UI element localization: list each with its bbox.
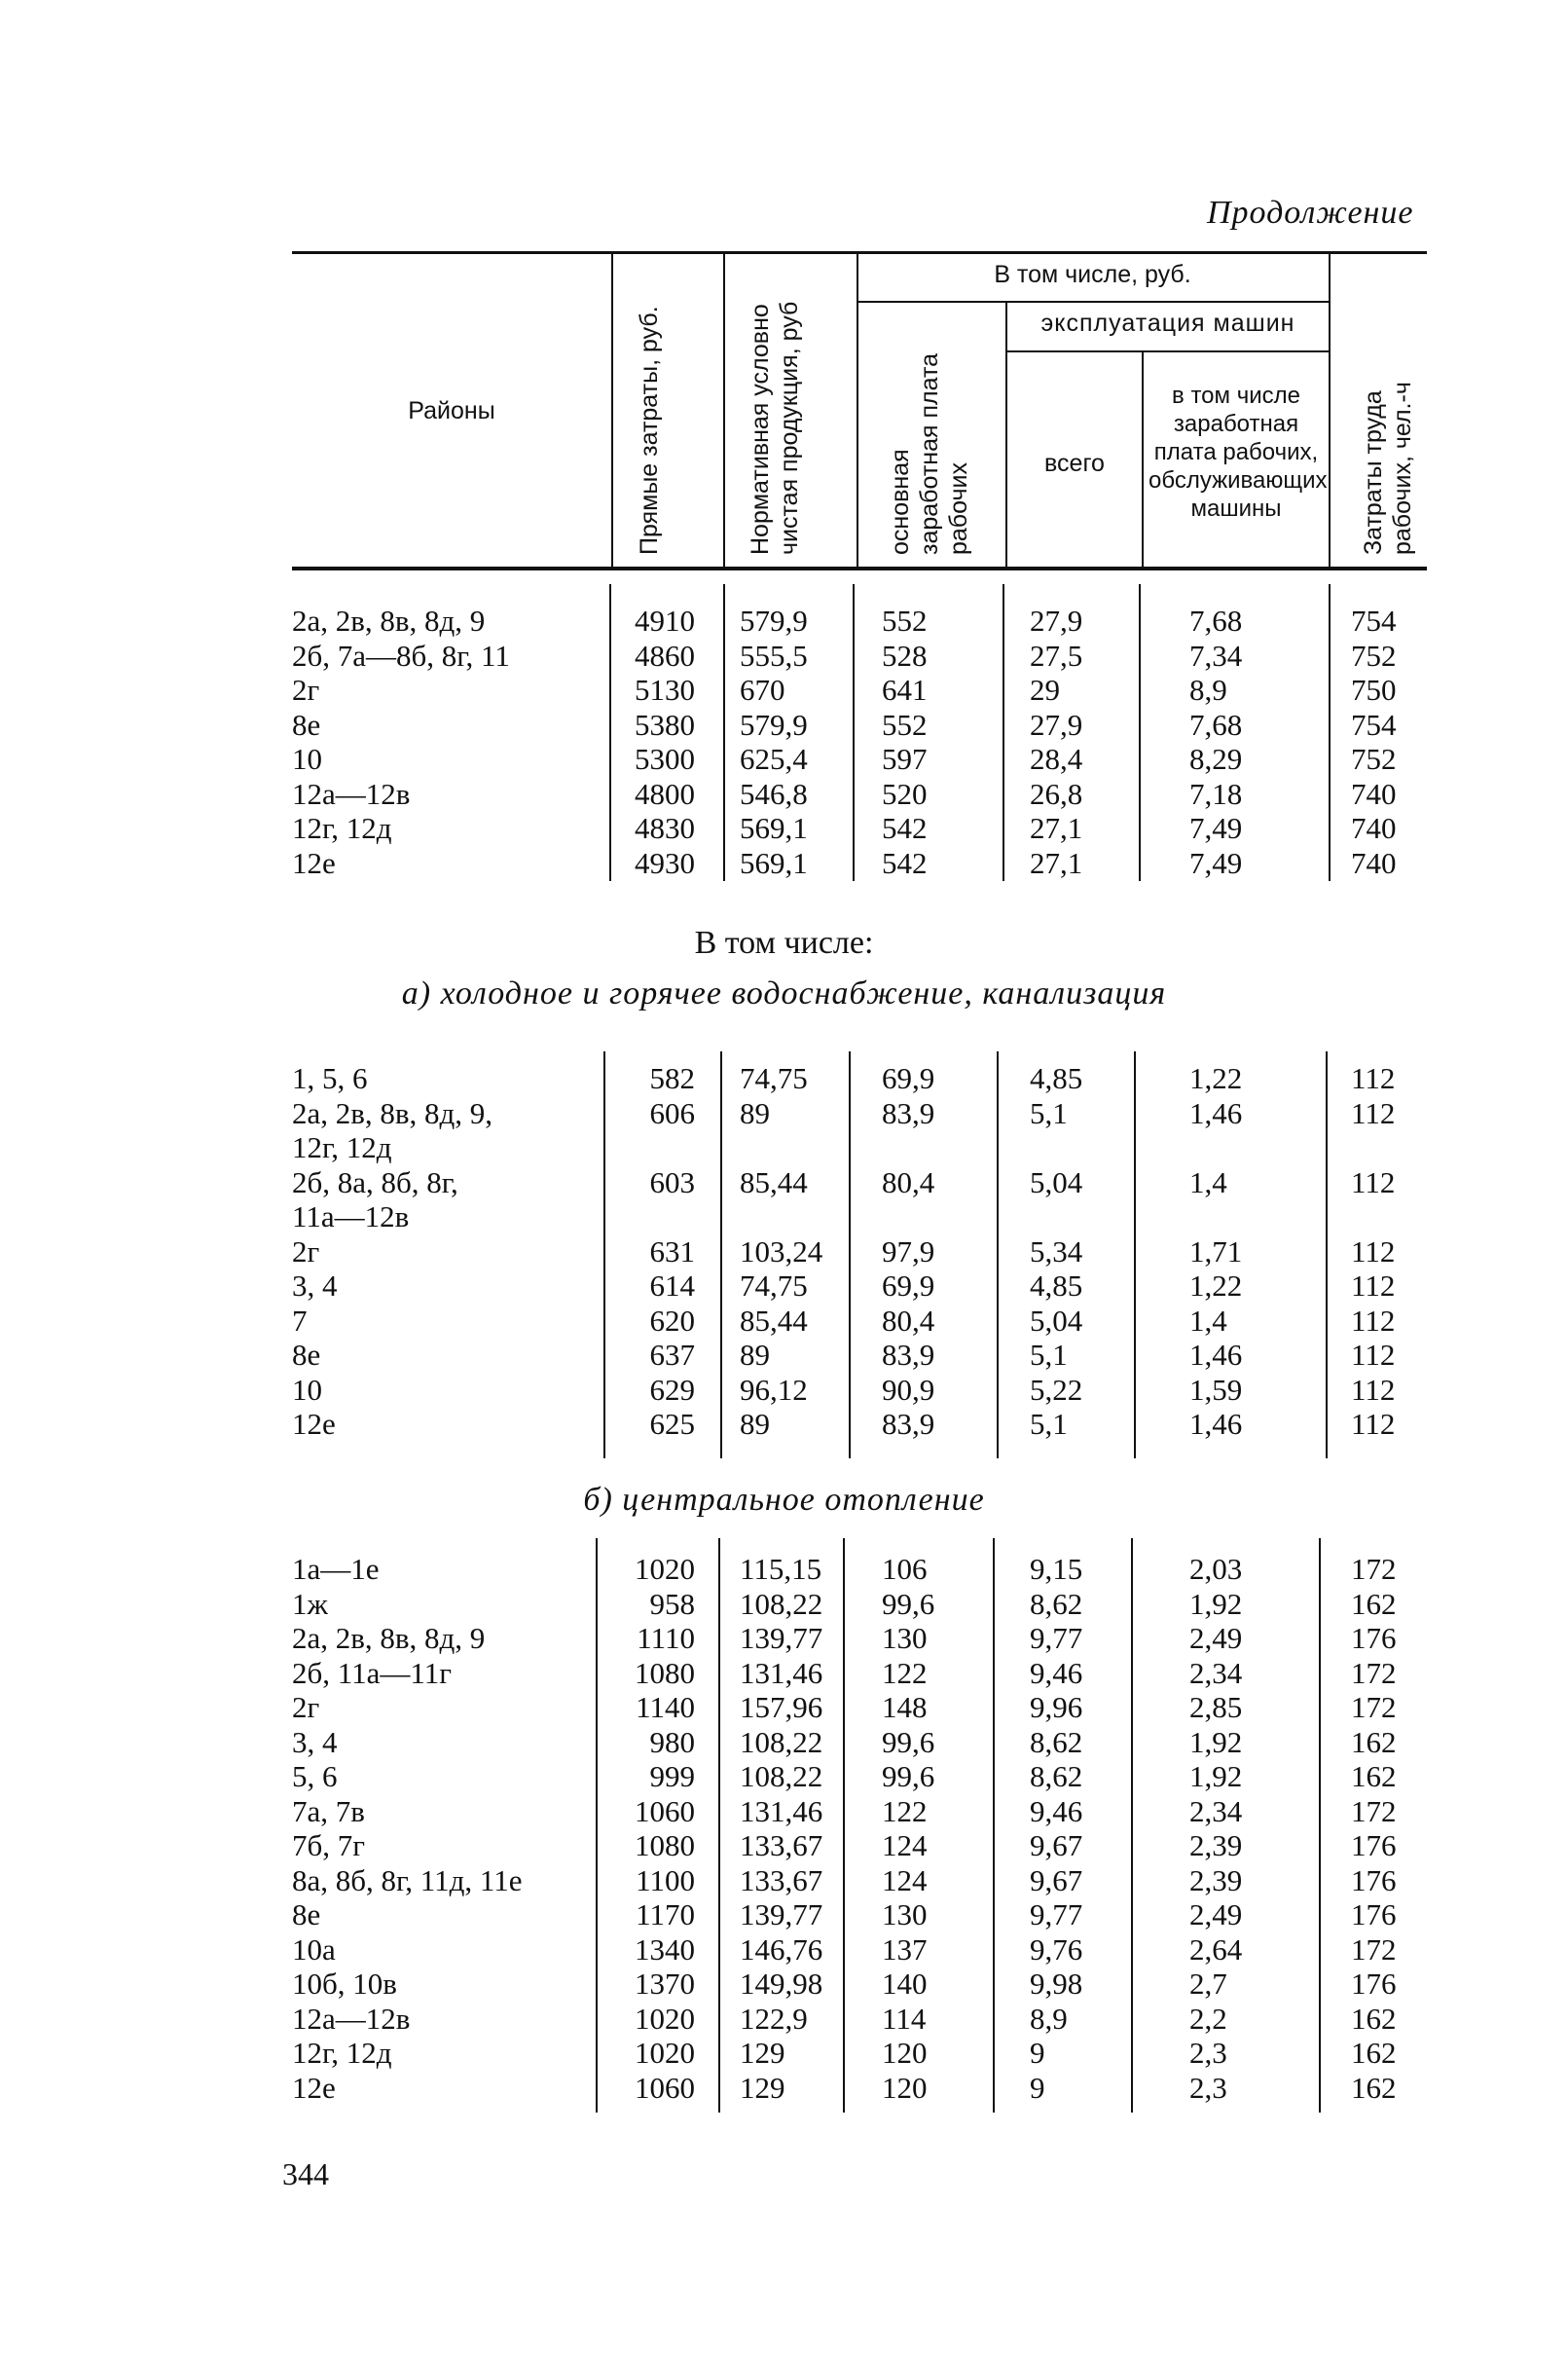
machine-total-cell: 9,46: [1030, 1655, 1083, 1690]
region-cell: 1, 5, 6: [292, 1061, 368, 1095]
including-group-rule: [857, 301, 1329, 303]
machine-wage-cell: 1,71: [1189, 1233, 1243, 1268]
header-labor-costs-text: Затраты труда рабочих, чел.-ч: [1360, 382, 1416, 555]
base-wage-cell: 69,9: [882, 1268, 935, 1303]
direct-costs-cell: 4860: [635, 638, 695, 673]
base-wage-cell: 542: [882, 845, 928, 880]
table-row: [0, 1656, 1568, 1690]
region-cell: 7а, 7в: [292, 1793, 365, 1828]
base-wage-cell: 130: [882, 1621, 928, 1655]
base-wage-cell: 97,9: [882, 1233, 935, 1268]
labor-costs-cell: 176: [1351, 1862, 1397, 1897]
machine-wage-cell: 2,3: [1189, 2036, 1227, 2070]
table-row: [0, 742, 1568, 776]
table-row: [0, 1967, 1568, 2001]
machine-total-cell: 9,15: [1030, 1552, 1083, 1586]
direct-costs-cell: 582: [649, 1061, 695, 1095]
table-row: [0, 604, 1568, 638]
labor-costs-cell: 112: [1351, 1268, 1396, 1303]
normative-product-cell: 103,24: [740, 1233, 823, 1268]
machine-wage-cell: 1,92: [1189, 1586, 1243, 1621]
labor-costs-cell: 172: [1351, 1690, 1397, 1724]
base-wage-cell: 83,9: [882, 1338, 935, 1372]
base-wage-cell: 528: [882, 638, 928, 673]
direct-costs-cell: 4930: [635, 845, 695, 880]
machine-group-rule: [1005, 350, 1329, 352]
labor-costs-cell: 112: [1351, 1061, 1396, 1095]
normative-product-cell: 133,67: [740, 1862, 823, 1897]
machine-wage-cell: 2,34: [1189, 1793, 1243, 1828]
table-row: [0, 1897, 1568, 1931]
machine-wage-cell: 8,9: [1189, 673, 1227, 707]
direct-costs-cell: 1060: [635, 1793, 695, 1828]
region-cell: 7б, 7г: [292, 1828, 365, 1862]
direct-costs-cell: 1100: [636, 1862, 695, 1897]
direct-costs-cell: 1140: [636, 1690, 695, 1724]
normative-product-cell: 129: [740, 2036, 785, 2070]
direct-costs-cell: 637: [649, 1338, 695, 1372]
table-row: [0, 1932, 1568, 1967]
labor-costs-cell: 740: [1351, 776, 1397, 811]
machine-wage-cell: 2,7: [1189, 1967, 1227, 2001]
header-normative-product-text: Нормативная условно чистая продукция, руб: [747, 301, 803, 555]
table-row: [0, 1621, 1568, 1655]
normative-product-cell: 555,5: [740, 638, 808, 673]
direct-costs-cell: 4830: [635, 811, 695, 845]
header-including-group: В том числе, руб.: [994, 261, 1191, 288]
machine-wage-cell: 1,4: [1189, 1164, 1227, 1199]
machine-total-cell: 27,9: [1030, 707, 1083, 742]
base-wage-cell: 148: [882, 1690, 928, 1724]
machine-wage-cell: 7,49: [1189, 845, 1243, 880]
base-wage-cell: 69,9: [882, 1061, 935, 1095]
labor-costs-cell: 172: [1351, 1793, 1397, 1828]
header-machine-operation: эксплуатация машин: [1040, 310, 1295, 337]
base-wage-cell: 542: [882, 811, 928, 845]
machine-total-cell: 26,8: [1030, 776, 1083, 811]
direct-costs-cell: 1080: [635, 1828, 695, 1862]
machine-total-cell: 4,85: [1030, 1061, 1083, 1095]
normative-product-cell: 89: [740, 1407, 770, 1441]
labor-costs-cell: 750: [1351, 673, 1397, 707]
normative-product-cell: 569,1: [740, 811, 808, 845]
normative-product-cell: 139,77: [740, 1897, 823, 1931]
normative-product-cell: 89: [740, 1095, 770, 1130]
region-cell: 8е: [292, 707, 321, 742]
labor-costs-cell: 172: [1351, 1552, 1397, 1586]
labor-costs-cell: 176: [1351, 1621, 1397, 1655]
base-wage-cell: 114: [882, 2001, 927, 2036]
region-cell: 2а, 2в, 8в, 8д, 9: [292, 1621, 486, 1655]
table-row: [0, 708, 1568, 742]
table-row: [0, 1725, 1568, 1759]
region-cell: 2б, 11а—11г: [292, 1655, 452, 1690]
direct-costs-cell: 629: [649, 1372, 695, 1407]
table-row: [0, 1863, 1568, 1897]
labor-costs-cell: 112: [1351, 1095, 1396, 1130]
labor-costs-cell: 112: [1351, 1338, 1396, 1372]
base-wage-cell: 520: [882, 776, 928, 811]
labor-costs-cell: 740: [1351, 845, 1397, 880]
header-vline-4: [1005, 302, 1007, 567]
header-top-rule: [292, 251, 1427, 254]
region-cell: 2г: [292, 1690, 320, 1724]
machine-wage-cell: 7,18: [1189, 776, 1243, 811]
table-row: [0, 673, 1568, 707]
base-wage-cell: 120: [882, 2070, 928, 2105]
labor-costs-cell: 172: [1351, 1655, 1397, 1690]
base-wage-cell: 140: [882, 1967, 928, 2001]
header-regions: Районы: [408, 397, 495, 424]
machine-wage-cell: 2,64: [1189, 1931, 1243, 1967]
direct-costs-cell: 606: [649, 1095, 695, 1130]
normative-product-cell: 625,4: [740, 742, 808, 776]
labor-costs-cell: 754: [1351, 604, 1397, 638]
normative-product-cell: 131,46: [740, 1655, 823, 1690]
region-cell: 2б, 7а—8б, 8г, 11: [292, 638, 510, 673]
header-machine-wage: в том числе заработная плата рабочих, обслуживающих машины: [1149, 383, 1328, 522]
normative-product-cell: 74,75: [740, 1268, 808, 1303]
normative-product-cell: 146,76: [740, 1931, 823, 1967]
direct-costs-cell: 999: [649, 1759, 695, 1793]
header-vline-6: [1329, 253, 1331, 567]
machine-total-cell: 4,85: [1030, 1268, 1083, 1303]
machine-wage-cell: 2,03: [1189, 1552, 1243, 1586]
direct-costs-cell: 4800: [635, 776, 695, 811]
table-row: [0, 1552, 1568, 1586]
table-row: [0, 811, 1568, 845]
machine-total-cell: 5,1: [1030, 1407, 1068, 1441]
normative-product-cell: 579,9: [740, 707, 808, 742]
normative-product-cell: 85,44: [740, 1303, 808, 1338]
base-wage-cell: 83,9: [882, 1095, 935, 1130]
region-cell: 2а, 2в, 8в, 8д, 9: [292, 604, 486, 638]
base-wage-cell: 99,6: [882, 1586, 935, 1621]
region-cell: 8е: [292, 1338, 321, 1372]
machine-wage-cell: 7,68: [1189, 604, 1243, 638]
base-wage-cell: 106: [882, 1552, 928, 1586]
labor-costs-cell: 740: [1351, 811, 1397, 845]
machine-total-cell: 27,9: [1030, 604, 1083, 638]
machine-wage-cell: 2,39: [1189, 1828, 1243, 1862]
normative-product-cell: 131,46: [740, 1793, 823, 1828]
machine-total-cell: 28,4: [1030, 742, 1083, 776]
region-cell: 3, 4: [292, 1268, 338, 1303]
machine-total-cell: 9,46: [1030, 1793, 1083, 1828]
machine-total-cell: 9,77: [1030, 1897, 1083, 1931]
normative-product-cell: 74,75: [740, 1061, 808, 1095]
direct-costs-cell: 1110: [637, 1621, 695, 1655]
machine-wage-cell: 7,68: [1189, 707, 1243, 742]
machine-total-cell: 9,67: [1030, 1828, 1083, 1862]
table-row: [0, 1199, 1568, 1233]
machine-total-cell: 29: [1030, 673, 1060, 707]
direct-costs-cell: 4910: [635, 604, 695, 638]
normative-product-cell: 133,67: [740, 1828, 823, 1862]
region-cell: 10б, 10в: [292, 1967, 397, 2001]
direct-costs-cell: 958: [649, 1586, 695, 1621]
machine-total-cell: 27,1: [1030, 845, 1083, 880]
machine-total-cell: 5,34: [1030, 1233, 1083, 1268]
table-row: [0, 1234, 1568, 1268]
direct-costs-cell: 1020: [635, 2001, 695, 2036]
table-row: [0, 1096, 1568, 1130]
machine-wage-cell: 7,34: [1189, 638, 1243, 673]
region-cell: 10: [292, 1372, 322, 1407]
table-row: [0, 777, 1568, 811]
machine-wage-cell: 1,59: [1189, 1372, 1243, 1407]
machine-total-cell: 5,1: [1030, 1338, 1068, 1372]
region-cell: 12г, 12д: [292, 811, 392, 845]
normative-product-cell: 129: [740, 2070, 785, 2105]
base-wage-cell: 83,9: [882, 1407, 935, 1441]
table-row: [0, 1061, 1568, 1095]
region-cell: 2г: [292, 673, 320, 707]
labor-costs-cell: 112: [1351, 1303, 1396, 1338]
labor-costs-cell: 176: [1351, 1897, 1397, 1931]
labor-costs-cell: 112: [1351, 1407, 1396, 1441]
table-row: [0, 1587, 1568, 1621]
machine-total-cell: 9: [1030, 2036, 1045, 2070]
table-row: [0, 846, 1568, 880]
labor-costs-cell: 176: [1351, 1967, 1397, 2001]
table-row: [0, 1338, 1568, 1372]
normative-product-cell: 108,22: [740, 1586, 823, 1621]
header-direct-costs-text: Прямые затраты, руб.: [636, 306, 663, 555]
machine-total-cell: 8,62: [1030, 1724, 1083, 1759]
header-machine-total: всего: [1044, 450, 1105, 477]
normative-product-cell: 670: [740, 673, 785, 707]
base-wage-cell: 99,6: [882, 1724, 935, 1759]
direct-costs-cell: 620: [649, 1303, 695, 1338]
table-row: [0, 1165, 1568, 1199]
normative-product-cell: 108,22: [740, 1759, 823, 1793]
region-cell: 12г, 12д: [292, 2036, 392, 2070]
normative-product-cell: 85,44: [740, 1164, 808, 1199]
base-wage-cell: 90,9: [882, 1372, 935, 1407]
direct-costs-cell: 1370: [635, 1967, 695, 2001]
machine-wage-cell: 2,49: [1189, 1897, 1243, 1931]
region-cell: 12е: [292, 2070, 336, 2105]
header-vline-5: [1142, 352, 1144, 567]
direct-costs-cell: 5300: [635, 742, 695, 776]
normative-product-cell: 157,96: [740, 1690, 823, 1724]
base-wage-cell: 137: [882, 1931, 928, 1967]
header-direct-costs: [635, 273, 664, 555]
machine-wage-cell: 1,46: [1189, 1338, 1243, 1372]
region-cell: 12е: [292, 845, 336, 880]
direct-costs-cell: 980: [649, 1724, 695, 1759]
section-a-title: а) холодное и горячее водоснабжение, канализация: [401, 975, 1167, 1011]
direct-costs-cell: 631: [649, 1233, 695, 1268]
base-wage-cell: 80,4: [882, 1164, 935, 1199]
machine-total-cell: 9,76: [1030, 1931, 1083, 1967]
base-wage-cell: 641: [882, 673, 928, 707]
machine-total-cell: 5,22: [1030, 1372, 1083, 1407]
region-cell: 11а—12в: [292, 1199, 410, 1233]
region-cell: 7: [292, 1303, 308, 1338]
base-wage-cell: 80,4: [882, 1303, 935, 1338]
region-cell: 2г: [292, 1233, 320, 1268]
region-cell: 10а: [292, 1931, 336, 1967]
machine-total-cell: 5,1: [1030, 1095, 1068, 1130]
normative-product-cell: 108,22: [740, 1724, 823, 1759]
direct-costs-cell: 625: [649, 1407, 695, 1441]
table-row: [0, 1373, 1568, 1407]
direct-costs-cell: 5380: [635, 707, 695, 742]
direct-costs-cell: 1340: [635, 1931, 695, 1967]
table-row: [0, 1268, 1568, 1303]
table-row: [0, 1304, 1568, 1338]
labor-costs-cell: 752: [1351, 638, 1397, 673]
table-row: [0, 1794, 1568, 1828]
base-wage-cell: 124: [882, 1862, 928, 1897]
labor-costs-cell: 112: [1351, 1164, 1396, 1199]
header-bottom-rule: [292, 567, 1427, 570]
labor-costs-cell: 162: [1351, 1586, 1397, 1621]
header-base-wage-text: основная заработная плата рабочих: [887, 352, 972, 555]
normative-product-cell: 139,77: [740, 1621, 823, 1655]
machine-wage-cell: 7,49: [1189, 811, 1243, 845]
labor-costs-cell: 172: [1351, 1931, 1397, 1967]
normative-product-cell: 149,98: [740, 1967, 823, 2001]
base-wage-cell: 130: [882, 1897, 928, 1931]
region-cell: 8е: [292, 1897, 321, 1931]
machine-total-cell: 8,62: [1030, 1759, 1083, 1793]
normative-product-cell: 122,9: [740, 2001, 808, 2036]
table-row: [0, 1759, 1568, 1793]
table-row: [0, 2036, 1568, 2070]
table-row: [0, 1407, 1568, 1441]
labor-costs-cell: 162: [1351, 1759, 1397, 1793]
machine-wage-cell: 2,85: [1189, 1690, 1243, 1724]
direct-costs-cell: 1060: [635, 2070, 695, 2105]
direct-costs-cell: 1170: [636, 1897, 695, 1931]
region-cell: 12а—12в: [292, 2001, 411, 2036]
base-wage-cell: 552: [882, 707, 928, 742]
region-cell: 12г, 12д: [292, 1130, 392, 1164]
direct-costs-cell: 614: [649, 1268, 695, 1303]
region-cell: 3, 4: [292, 1724, 338, 1759]
region-cell: 1а—1е: [292, 1552, 380, 1586]
base-wage-cell: 552: [882, 604, 928, 638]
table-row: [0, 1828, 1568, 1862]
machine-wage-cell: 1,46: [1189, 1407, 1243, 1441]
machine-total-cell: 9,98: [1030, 1967, 1083, 2001]
labor-costs-cell: 162: [1351, 2001, 1397, 2036]
region-cell: 1ж: [292, 1586, 328, 1621]
continuation-label: Продолжение: [1207, 195, 1414, 231]
machine-wage-cell: 8,29: [1189, 742, 1243, 776]
labor-costs-cell: 754: [1351, 707, 1397, 742]
normative-product-cell: 96,12: [740, 1372, 808, 1407]
region-cell: 5, 6: [292, 1759, 338, 1793]
header-vline-2: [723, 253, 725, 567]
machine-total-cell: 9: [1030, 2070, 1045, 2105]
labor-costs-cell: 112: [1351, 1233, 1396, 1268]
machine-wage-cell: 2,49: [1189, 1621, 1243, 1655]
header-base-wage: [886, 321, 973, 555]
machine-wage-cell: 1,22: [1189, 1061, 1243, 1095]
machine-total-cell: 8,9: [1030, 2001, 1068, 2036]
region-cell: 10: [292, 742, 322, 776]
machine-wage-cell: 1,22: [1189, 1268, 1243, 1303]
section-b-title: б) центральное отопление: [583, 1482, 985, 1518]
machine-wage-cell: 2,2: [1189, 2001, 1227, 2036]
labor-costs-cell: 162: [1351, 2036, 1397, 2070]
labor-costs-cell: 162: [1351, 1724, 1397, 1759]
region-cell: 8а, 8б, 8г, 11д, 11е: [292, 1862, 523, 1897]
direct-costs-cell: 1080: [635, 1655, 695, 1690]
machine-total-cell: 9,67: [1030, 1862, 1083, 1897]
labor-costs-cell: 752: [1351, 742, 1397, 776]
normative-product-cell: 546,8: [740, 776, 808, 811]
base-wage-cell: 99,6: [882, 1759, 935, 1793]
machine-wage-cell: 2,3: [1189, 2070, 1227, 2105]
including-label: В том числе:: [694, 925, 874, 961]
base-wage-cell: 597: [882, 742, 928, 776]
base-wage-cell: 120: [882, 2036, 928, 2070]
normative-product-cell: 569,1: [740, 845, 808, 880]
machine-wage-cell: 1,92: [1189, 1759, 1243, 1793]
header-vline-3: [857, 253, 858, 567]
header-vline-1: [611, 253, 613, 567]
table-row: [0, 2002, 1568, 2036]
machine-total-cell: 27,1: [1030, 811, 1083, 845]
machine-wage-cell: 1,46: [1189, 1095, 1243, 1130]
table-row: [0, 639, 1568, 673]
direct-costs-cell: 5130: [635, 673, 695, 707]
machine-total-cell: 8,62: [1030, 1586, 1083, 1621]
labor-costs-cell: 162: [1351, 2070, 1397, 2105]
region-cell: 12а—12в: [292, 776, 411, 811]
labor-costs-cell: 176: [1351, 1828, 1397, 1862]
machine-wage-cell: 1,92: [1189, 1724, 1243, 1759]
machine-total-cell: 9,77: [1030, 1621, 1083, 1655]
normative-product-cell: 579,9: [740, 604, 808, 638]
machine-total-cell: 5,04: [1030, 1303, 1083, 1338]
header-normative-product: [746, 263, 804, 555]
machine-wage-cell: 2,34: [1189, 1655, 1243, 1690]
direct-costs-cell: 1020: [635, 1552, 695, 1586]
normative-product-cell: 115,15: [740, 1552, 822, 1586]
region-cell: 2а, 2в, 8в, 8д, 9,: [292, 1095, 493, 1130]
table-row: [0, 2071, 1568, 2105]
region-cell: 12е: [292, 1407, 336, 1441]
machine-wage-cell: 2,39: [1189, 1862, 1243, 1897]
labor-costs-cell: 112: [1351, 1372, 1396, 1407]
region-cell: 2б, 8а, 8б, 8г,: [292, 1164, 458, 1199]
machine-total-cell: 5,04: [1030, 1164, 1083, 1199]
machine-total-cell: 9,96: [1030, 1690, 1083, 1724]
base-wage-cell: 122: [882, 1655, 928, 1690]
machine-wage-cell: 1,4: [1189, 1303, 1227, 1338]
header-labor-costs: [1359, 312, 1417, 555]
table-row: [0, 1130, 1568, 1164]
base-wage-cell: 122: [882, 1793, 928, 1828]
table-row: [0, 1690, 1568, 1724]
machine-total-cell: 27,5: [1030, 638, 1083, 673]
direct-costs-cell: 1020: [635, 2036, 695, 2070]
page-number: 344: [282, 2156, 329, 2191]
base-wage-cell: 124: [882, 1828, 928, 1862]
normative-product-cell: 89: [740, 1338, 770, 1372]
direct-costs-cell: 603: [649, 1164, 695, 1199]
